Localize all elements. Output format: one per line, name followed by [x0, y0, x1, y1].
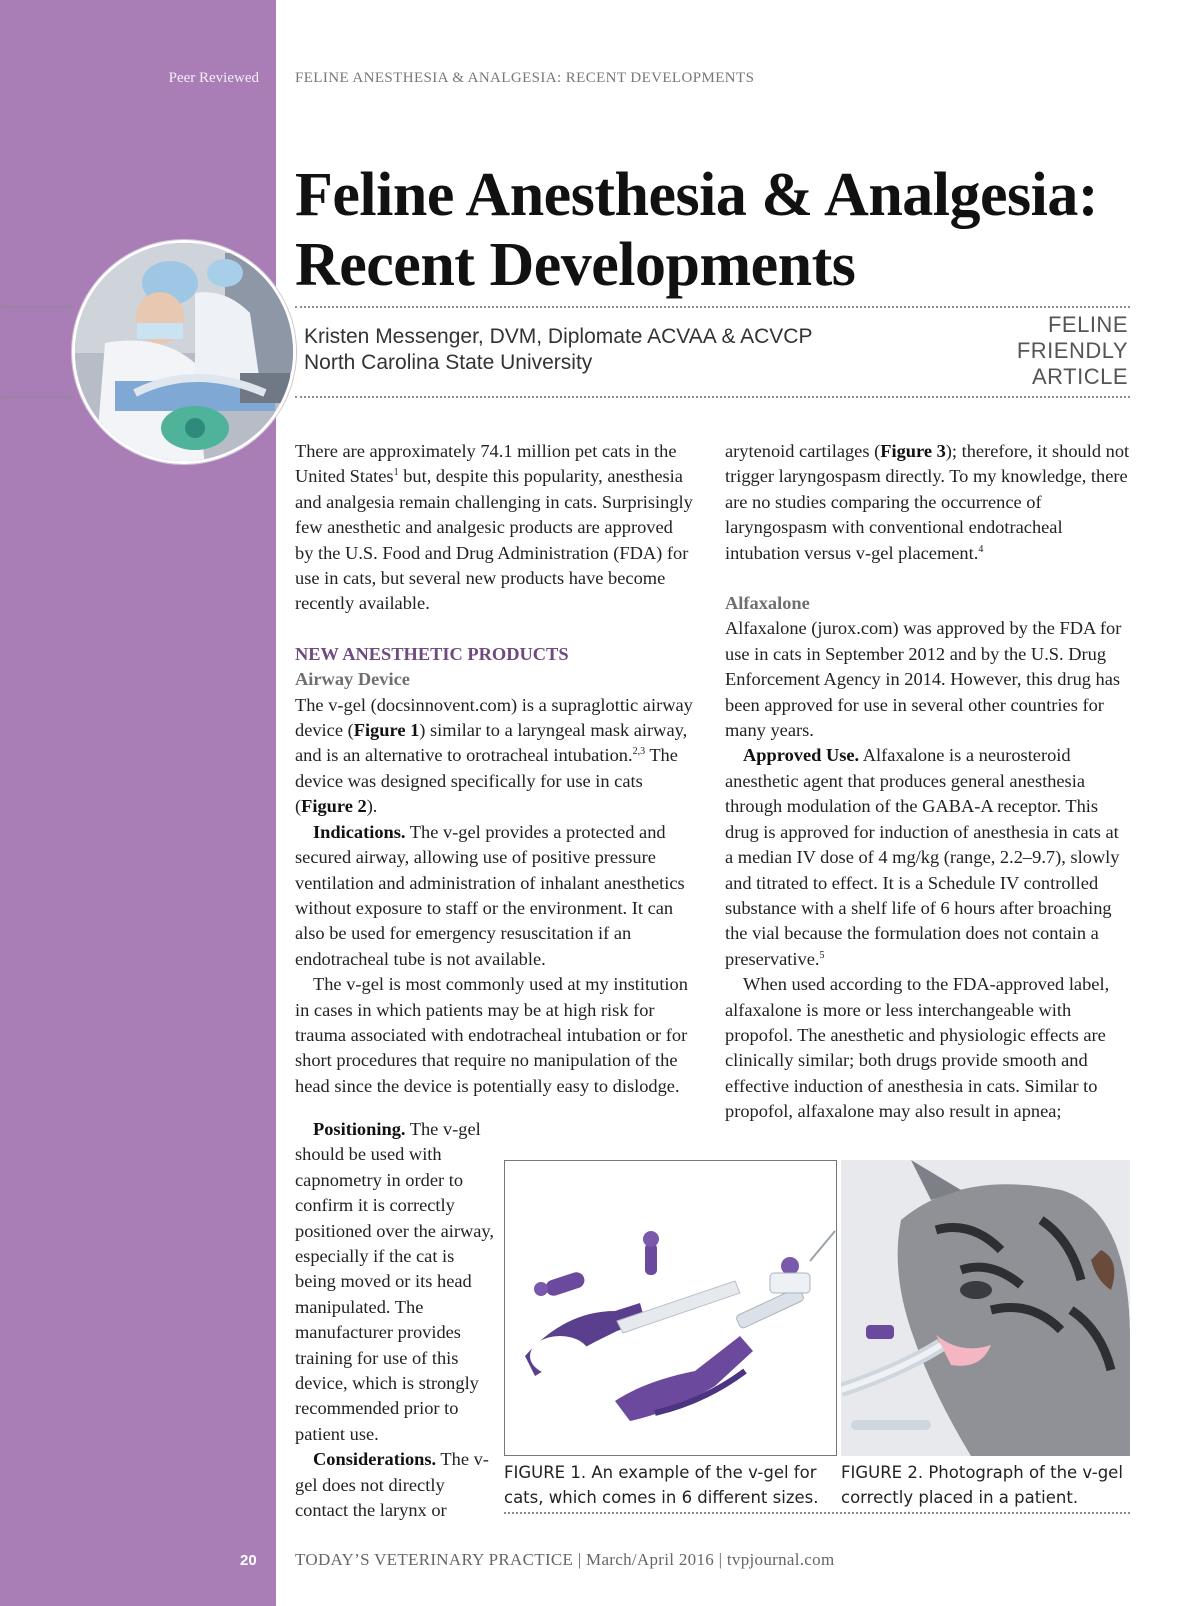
- journal-footer: TODAY’S VETERINARY PRACTICE | March/April 2016 | tvpjournal.com: [295, 1550, 835, 1569]
- fda-label-paragraph: When used according to the FDA-approved label, alfaxalone is more or less interchangeable with propofol. The anesthetic and physiologic effects are clinically similar; both drugs provide smooth and effective induction of anesthesia in cats. Similar to propofol, alfaxalone may also result in apnea;: [725, 974, 1110, 1122]
- subheading-alfaxalone: Alfaxalone: [725, 593, 810, 614]
- author-name: Kristen Messenger, DVM, Diplomate ACVAA & ACVCP: [304, 325, 813, 348]
- header-dotted-rule-top: [295, 306, 1130, 308]
- figure-1-caption: FIGURE 1. An example of the v-gel for cats, which comes in 6 different sizes.: [504, 1463, 819, 1507]
- sidebar-dotted-rule-top: [0, 306, 72, 308]
- badge-line-1: FELINE: [1047, 312, 1128, 337]
- figure-3-ref: Figure 3: [880, 441, 946, 461]
- badge-line-3: ARTICLE: [1031, 364, 1128, 389]
- author-affiliation: North Carolina State University: [304, 351, 593, 374]
- caption-dotted-rule: [504, 1512, 1130, 1514]
- peer-reviewed-label: Peer Reviewed: [168, 70, 259, 86]
- surgeons-photo: [72, 240, 296, 464]
- figure-2-cat-photo: [841, 1160, 1130, 1456]
- positioning-paragraph: Positioning. The v-gel should be used with capnometry in order to confirm it is correctly positioned over the airway, especially if the cat is being moved or its head manipulated. The manufacturer provides training for use of this device, which is strongly recommended prior to patient use.: [295, 1119, 495, 1444]
- left-column: [295, 439, 695, 1099]
- header-dotted-rule-bottom: [295, 396, 1130, 398]
- subheading-airway-device: Airway Device: [295, 669, 410, 690]
- badge-line-2: FRIENDLY: [1016, 338, 1128, 363]
- page-number: 20: [240, 1552, 257, 1569]
- alfaxalone-paragraph: Alfaxalone (jurox.com) was approved by the FDA for use in cats in September 2012 and by the U.S. Drug Enforcement Agency in 2014. However, this drug has been approved for use in several other countries for many years.: [725, 618, 1122, 741]
- title-line-2: Recent Developments: [295, 231, 856, 299]
- approved-use-paragraph: Approved Use. Alfaxalone is a neurosteroid anesthetic agent that produces general anesthesia through modulation of the GABA-A receptor. This drug is approved for induction of anesthesia in cats at a median IV dose of 4 mg/kg (range, 2.2–9.7), slowly and titrated to effect. It is a Schedule IV controlled substance with a shelf life of 6 hours after broaching the vial because the formulation does not contain a preservative.$^5$: [725, 745, 1120, 969]
- considerations-paragraph: Considerations. The v-gel does not directly contact the larynx or: [295, 1449, 489, 1521]
- right-column: [725, 439, 1130, 1125]
- sidebar-dotted-rule-bottom: [0, 396, 72, 398]
- running-head: FELINE ANESTHESIA & ANALGESIA: RECENT DEVELOPMENTS: [295, 70, 755, 86]
- vgel-paragraph: The v-gel (docsinnovent.com) is a supraglottic airway device (Figure 1) similar to a laryngeal mask airway, and is an alternative to orotracheal intubation.$^{2,3}$ The device was designed specifically for use in cats (Figure 2).: [295, 694, 693, 817]
- figure-1-ref: Figure 1: [353, 720, 420, 741]
- article-title: [295, 160, 1175, 300]
- sidebar-divider: [276, 0, 282, 1606]
- feline-friendly-badge: [1017, 312, 1128, 390]
- narrow-column: [295, 1117, 495, 1524]
- title-line-1: Feline Anesthesia & Analgesia:: [295, 161, 1099, 229]
- section-heading: NEW ANESTHETIC PRODUCTS: [295, 643, 569, 664]
- purple-sidebar: [0, 0, 276, 1606]
- figure-1-vgel-device: [504, 1160, 837, 1456]
- figure-2-ref: Figure 2: [301, 796, 367, 817]
- figure-2-caption: FIGURE 2. Photograph of the v-gel correctly placed in a patient.: [841, 1463, 1123, 1507]
- intro-paragraph: There are approximately 74.1 million pet cats in the United States$^1$ but, despite this popularity, anesthesia and analgesia remain challenging in cats. Surprisingly few anesthetic and analgesic products are approved by the U.S. Food and Drug Administration (FDA) for use in cats, but several new products have become recently available.: [295, 441, 693, 614]
- common-use-paragraph: The v-gel is most commonly used at my institution in cases in which patients may be at high risk for trauma associated with endotracheal intubation or for short procedures that require no manipulation of the head since the device is potentially easy to dislodge.: [295, 974, 688, 1096]
- indications-paragraph: Indications. The v-gel provides a protected and secured airway, allowing use of positive pressure ventilation and administration of inhalant anesthetics without exposure to staff or the environment. It can also be used for emergency resuscitation if an endotracheal tube is not available.: [295, 821, 685, 969]
- laryngospasm-paragraph: arytenoid cartilages (Figure 3); therefore, it should not trigger laryngospasm directly. To my knowledge, there are no studies comparing the occurrence of laryngospasm with conventional endotracheal intubation versus v-gel placement.$^4$: [725, 441, 1130, 563]
- author-block: [304, 324, 812, 376]
